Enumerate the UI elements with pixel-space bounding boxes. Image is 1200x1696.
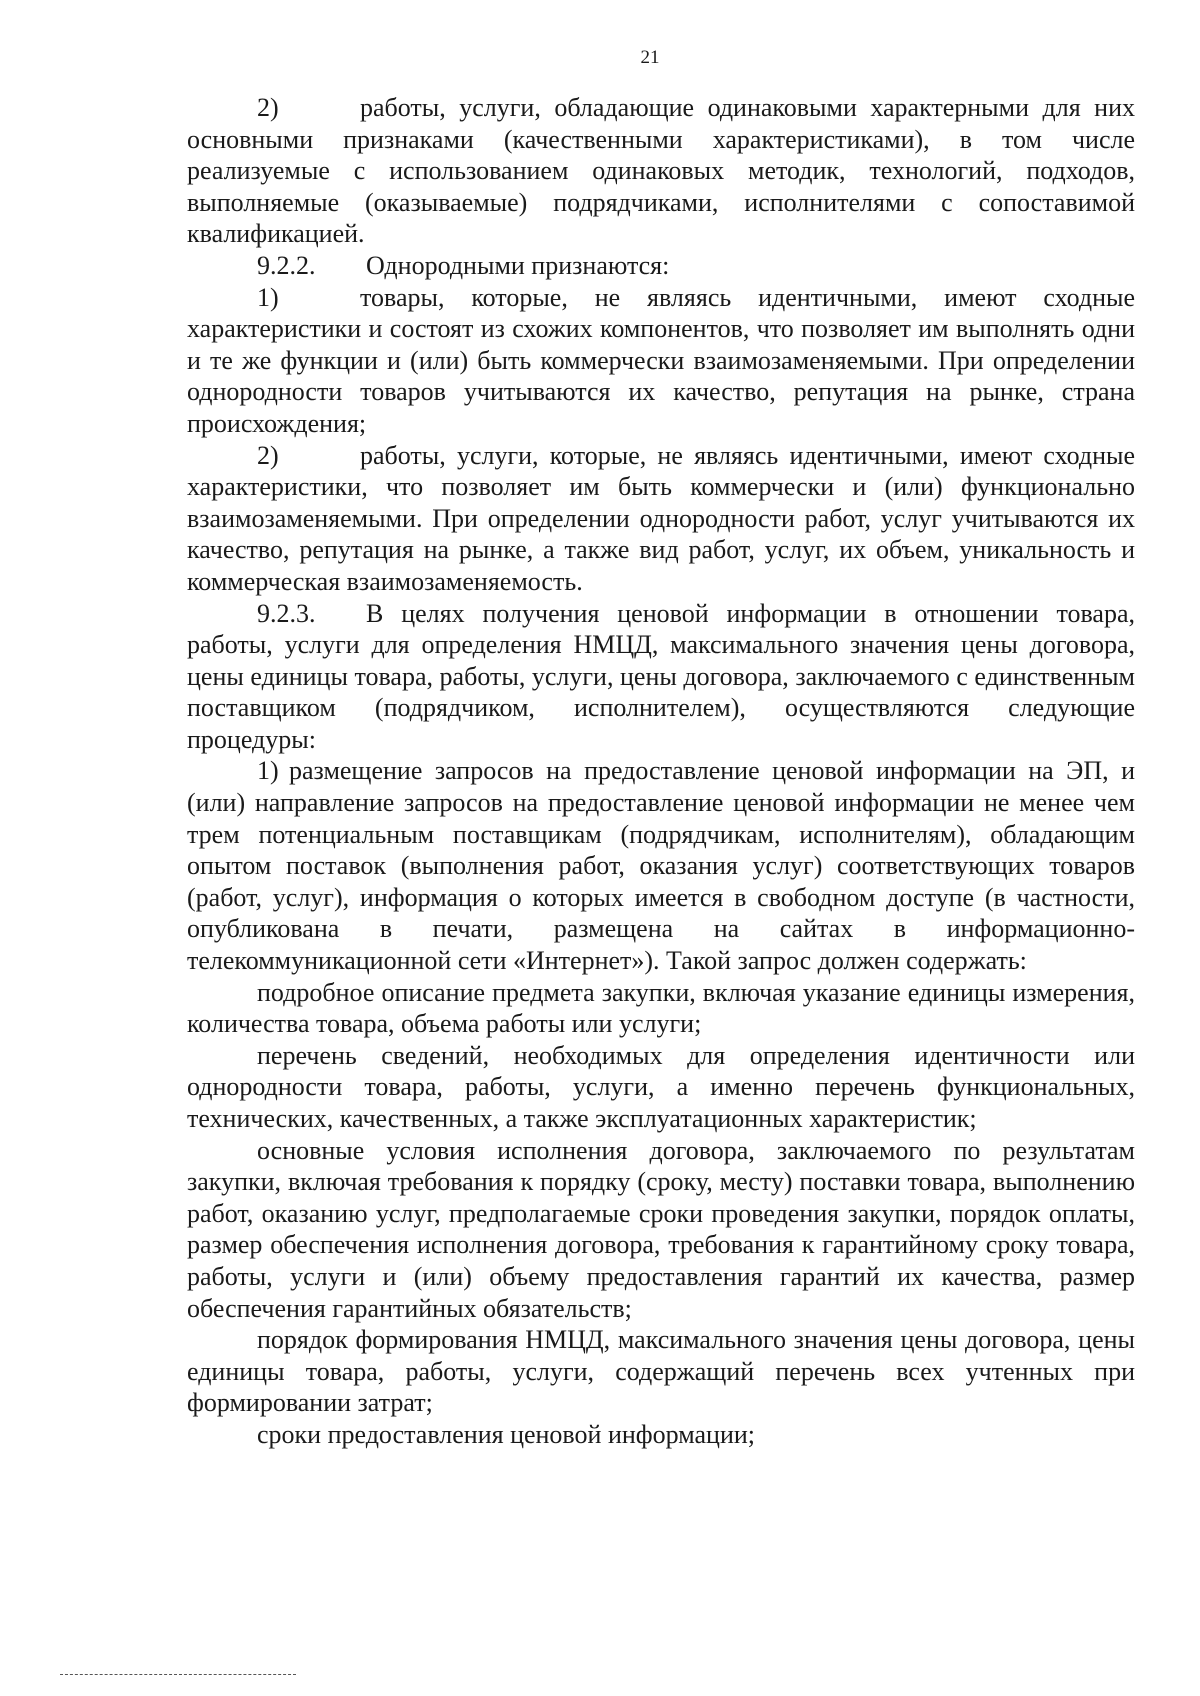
request-requirement-contract-terms: основные условия исполнения договора, заключаемого по результатам закупки, включая требования к порядку (сроку, месту) поставки товара, выполнению работ, оказанию услуг, предполагаемые сроки проведения закупки, порядок оплаты, размер обеспечения исполнения договора, требования к гарантийному сроку товара, работы, услуги и (или) объему предоставления гарантий их качества, размер обеспечения гарантийных обязательств; [187,1135,1135,1323]
section-9-2-2 [187,250,1135,282]
item-number: 1) [257,282,279,312]
paragraph-item-1-price-requests [187,755,1135,976]
request-requirement-characteristics: перечень сведений, необходимых для определения идентичности или однородности товара, работы, услуги, а именно перечень функциональных, технических, качественных, а также эксплуатационных характеристик; [187,1040,1135,1133]
section-number: 9.2.3. [257,598,316,628]
footer-rule [60,1674,296,1675]
section-number: 9.2.2. [257,250,316,280]
paragraph-text: работы, услуги, обладающие одинаковыми характерными для них основными признаками (качественными характеристиками), в том числе реализуемые с использованием одинаковых методик, технологий, подходов, выполняемые (оказываемые) подрядчиками, исполнителями с сопоставимой квалификацией. [187,93,1135,249]
paragraph-item-1-homogeneous-goods [187,282,1135,440]
item-number: 2) [257,440,279,470]
request-requirement-description: подробное описание предмета закупки, включая указание единицы измерения, количества товара, объема работы или услуги; [187,977,1135,1039]
paragraph-text: В целях получения ценовой информации в отношении товара, работы, услуги для определения НМЦД, максимального значения цены договора, цены единицы товара, работы, услуги, цены договора, заключаемого с единственным поставщиком (подрядчиком, исполнителем), осуществляются следующие процедуры: [187,598,1135,754]
paragraph-text: работы, услуги, которые, не являясь идентичными, имеют сходные характеристики, что позволяет им быть коммерчески и (или) функционально взаимозаменяемыми. При определении однородности работ, услуг учитываются их качество, репутация на рынке, а также вид работ, услуг, их объем, уникальность и коммерческая взаимозаменяемость. [187,440,1135,596]
paragraph-text: размещение запросов на предоставление ценовой информации на ЭП, и (или) направление запросов на предоставление ценовой информации не менее чем трем потенциальным поставщикам (подрядчикам, исполнителям), обладающим опытом поставок (выполнения работ, оказания услуг) соответствующих товаров (работ, услуг), информация о которых имеется в свободном доступе (в частности, опубликована в печати, размещена на сайтах в информационно-телекоммуникационной сети «Интернет»). Такой запрос должен содержать: [187,756,1135,976]
request-requirement-deadlines: сроки предоставления ценовой информации; [257,1419,756,1449]
document-body [187,92,1135,1451]
paragraph-text: товары, которые, не являясь идентичными, имеют сходные характеристики и состоят из схожих компонентов, что позволяет им выполнять одни и те же функции и (или) быть коммерчески взаимозаменяемыми. При определении однородности товаров учитываются их качество, репутация на рынке, страна происхождения; [187,282,1135,438]
request-requirement-pricing-order: порядок формирования НМЦД, максимального значения цены договора, цены единицы товара, работы, услуги, содержащий перечень всех учтенных при формировании затрат; [187,1325,1135,1418]
paragraph-item-2-identical-works [187,92,1135,250]
paragraph-text: Однородными признаются: [366,250,670,280]
page-number: 21 [640,47,660,68]
item-number: 1) [257,756,279,786]
paragraph-item-2-homogeneous-works [187,440,1135,598]
item-number: 2) [257,93,279,122]
section-9-2-3 [187,598,1135,756]
